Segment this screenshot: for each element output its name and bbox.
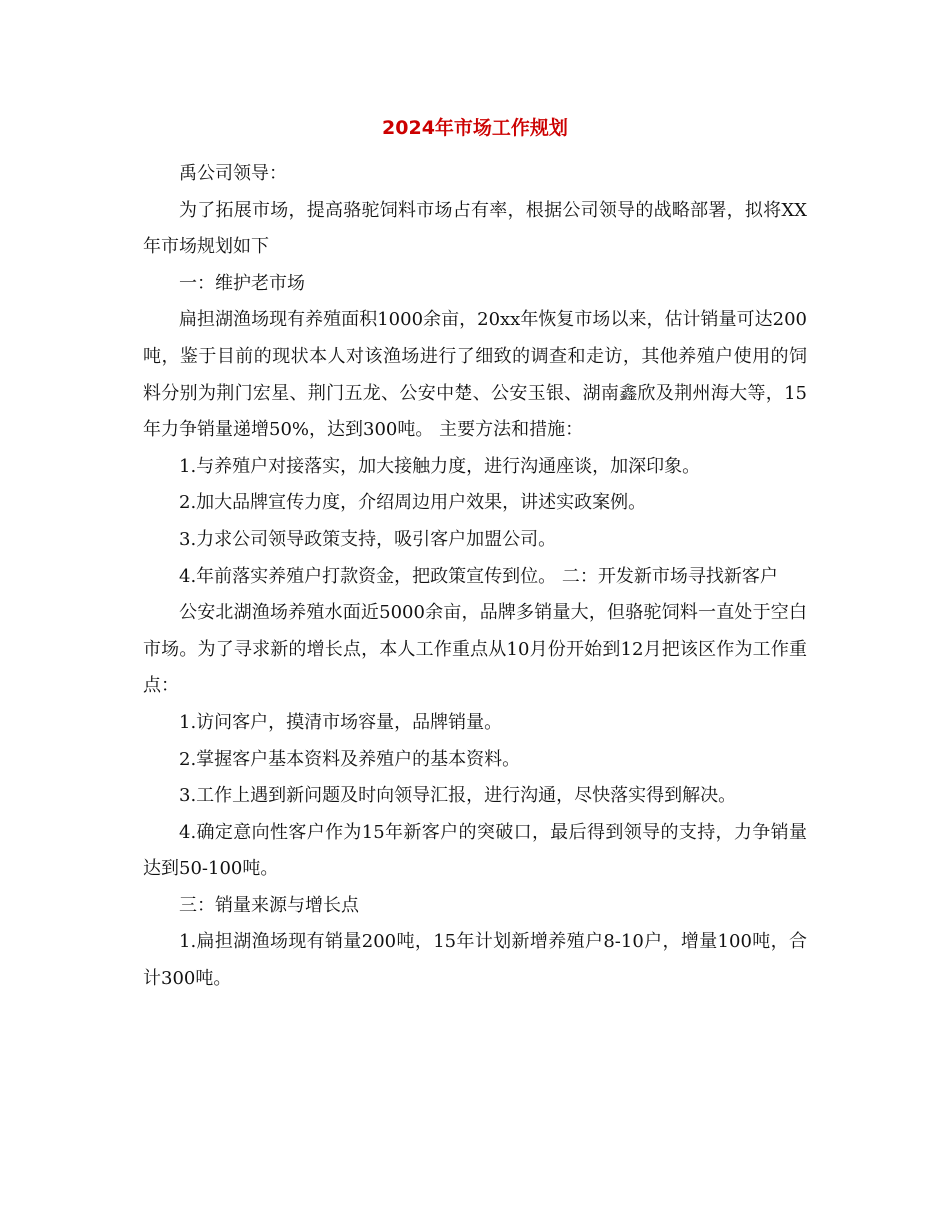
- list-item: 4.确定意向性客户作为15年新客户的突破口，最后得到领导的支持，力争销量达到50-100吨。: [143, 821, 807, 880]
- body-paragraph: 扁担湖渔场现有养殖面积1000余亩，20xx年恢复市场以来，估计销量可达200吨，鉴于目前的现状本人对该渔场进行了细致的调查和走访，其他养殖户使用的饲料分别为荆门宏星、荆门五龙、公安中楚、公安玉银、湖南鑫欣及荆州海大等，15年力争销量递增50%，达到300吨。 主要方法和措施：: [143, 309, 807, 441]
- list-item: 3.力求公司领导政策支持，吸引客户加盟公司。: [179, 528, 557, 550]
- list-item: 3.工作上遇到新问题及时向领导汇报，进行沟通，尽快落实得到解决。: [179, 785, 737, 807]
- list-item: 1.访问客户，摸清市场容量，品牌销量。: [179, 711, 503, 733]
- section-heading-3: 三：销量来源与增长点: [179, 894, 359, 916]
- list-item: 1.与养殖户对接落实，加大接触力度，进行沟通座谈，加深印象。: [179, 455, 701, 477]
- section-heading-1: 一：维护老市场: [179, 272, 305, 294]
- list-item: 1.扁担湖渔场现有销量200吨，15年计划新增养殖户8-10户，增量100吨，合计300吨。: [143, 931, 807, 990]
- document-body: [143, 156, 807, 998]
- list-item: 2.加大品牌宣传力度，介绍周边用户效果，讲述实政案例。: [179, 492, 647, 514]
- list-item: 2.掌握客户基本资料及养殖户的基本资料。: [179, 748, 521, 770]
- body-paragraph: 公安北湖渔场养殖水面近5000余亩，品牌多销量大，但骆驼饲料一直处于空白市场。为了寻求新的增长点，本人工作重点从10月份开始到12月把该区作为工作重点：: [143, 602, 807, 697]
- list-item: 4.年前落实养殖户打款资金，把政策宣传到位。 二：开发新市场寻找新客户: [179, 565, 778, 587]
- document-title: 2024年市场工作规划: [382, 117, 568, 139]
- salutation-paragraph: 禹公司领导：: [179, 163, 287, 184]
- intro-paragraph: 为了拓展市场，提高骆驼饲料市场占有率，根据公司领导的战略部署，拟将XX年市场规划如下: [143, 199, 807, 258]
